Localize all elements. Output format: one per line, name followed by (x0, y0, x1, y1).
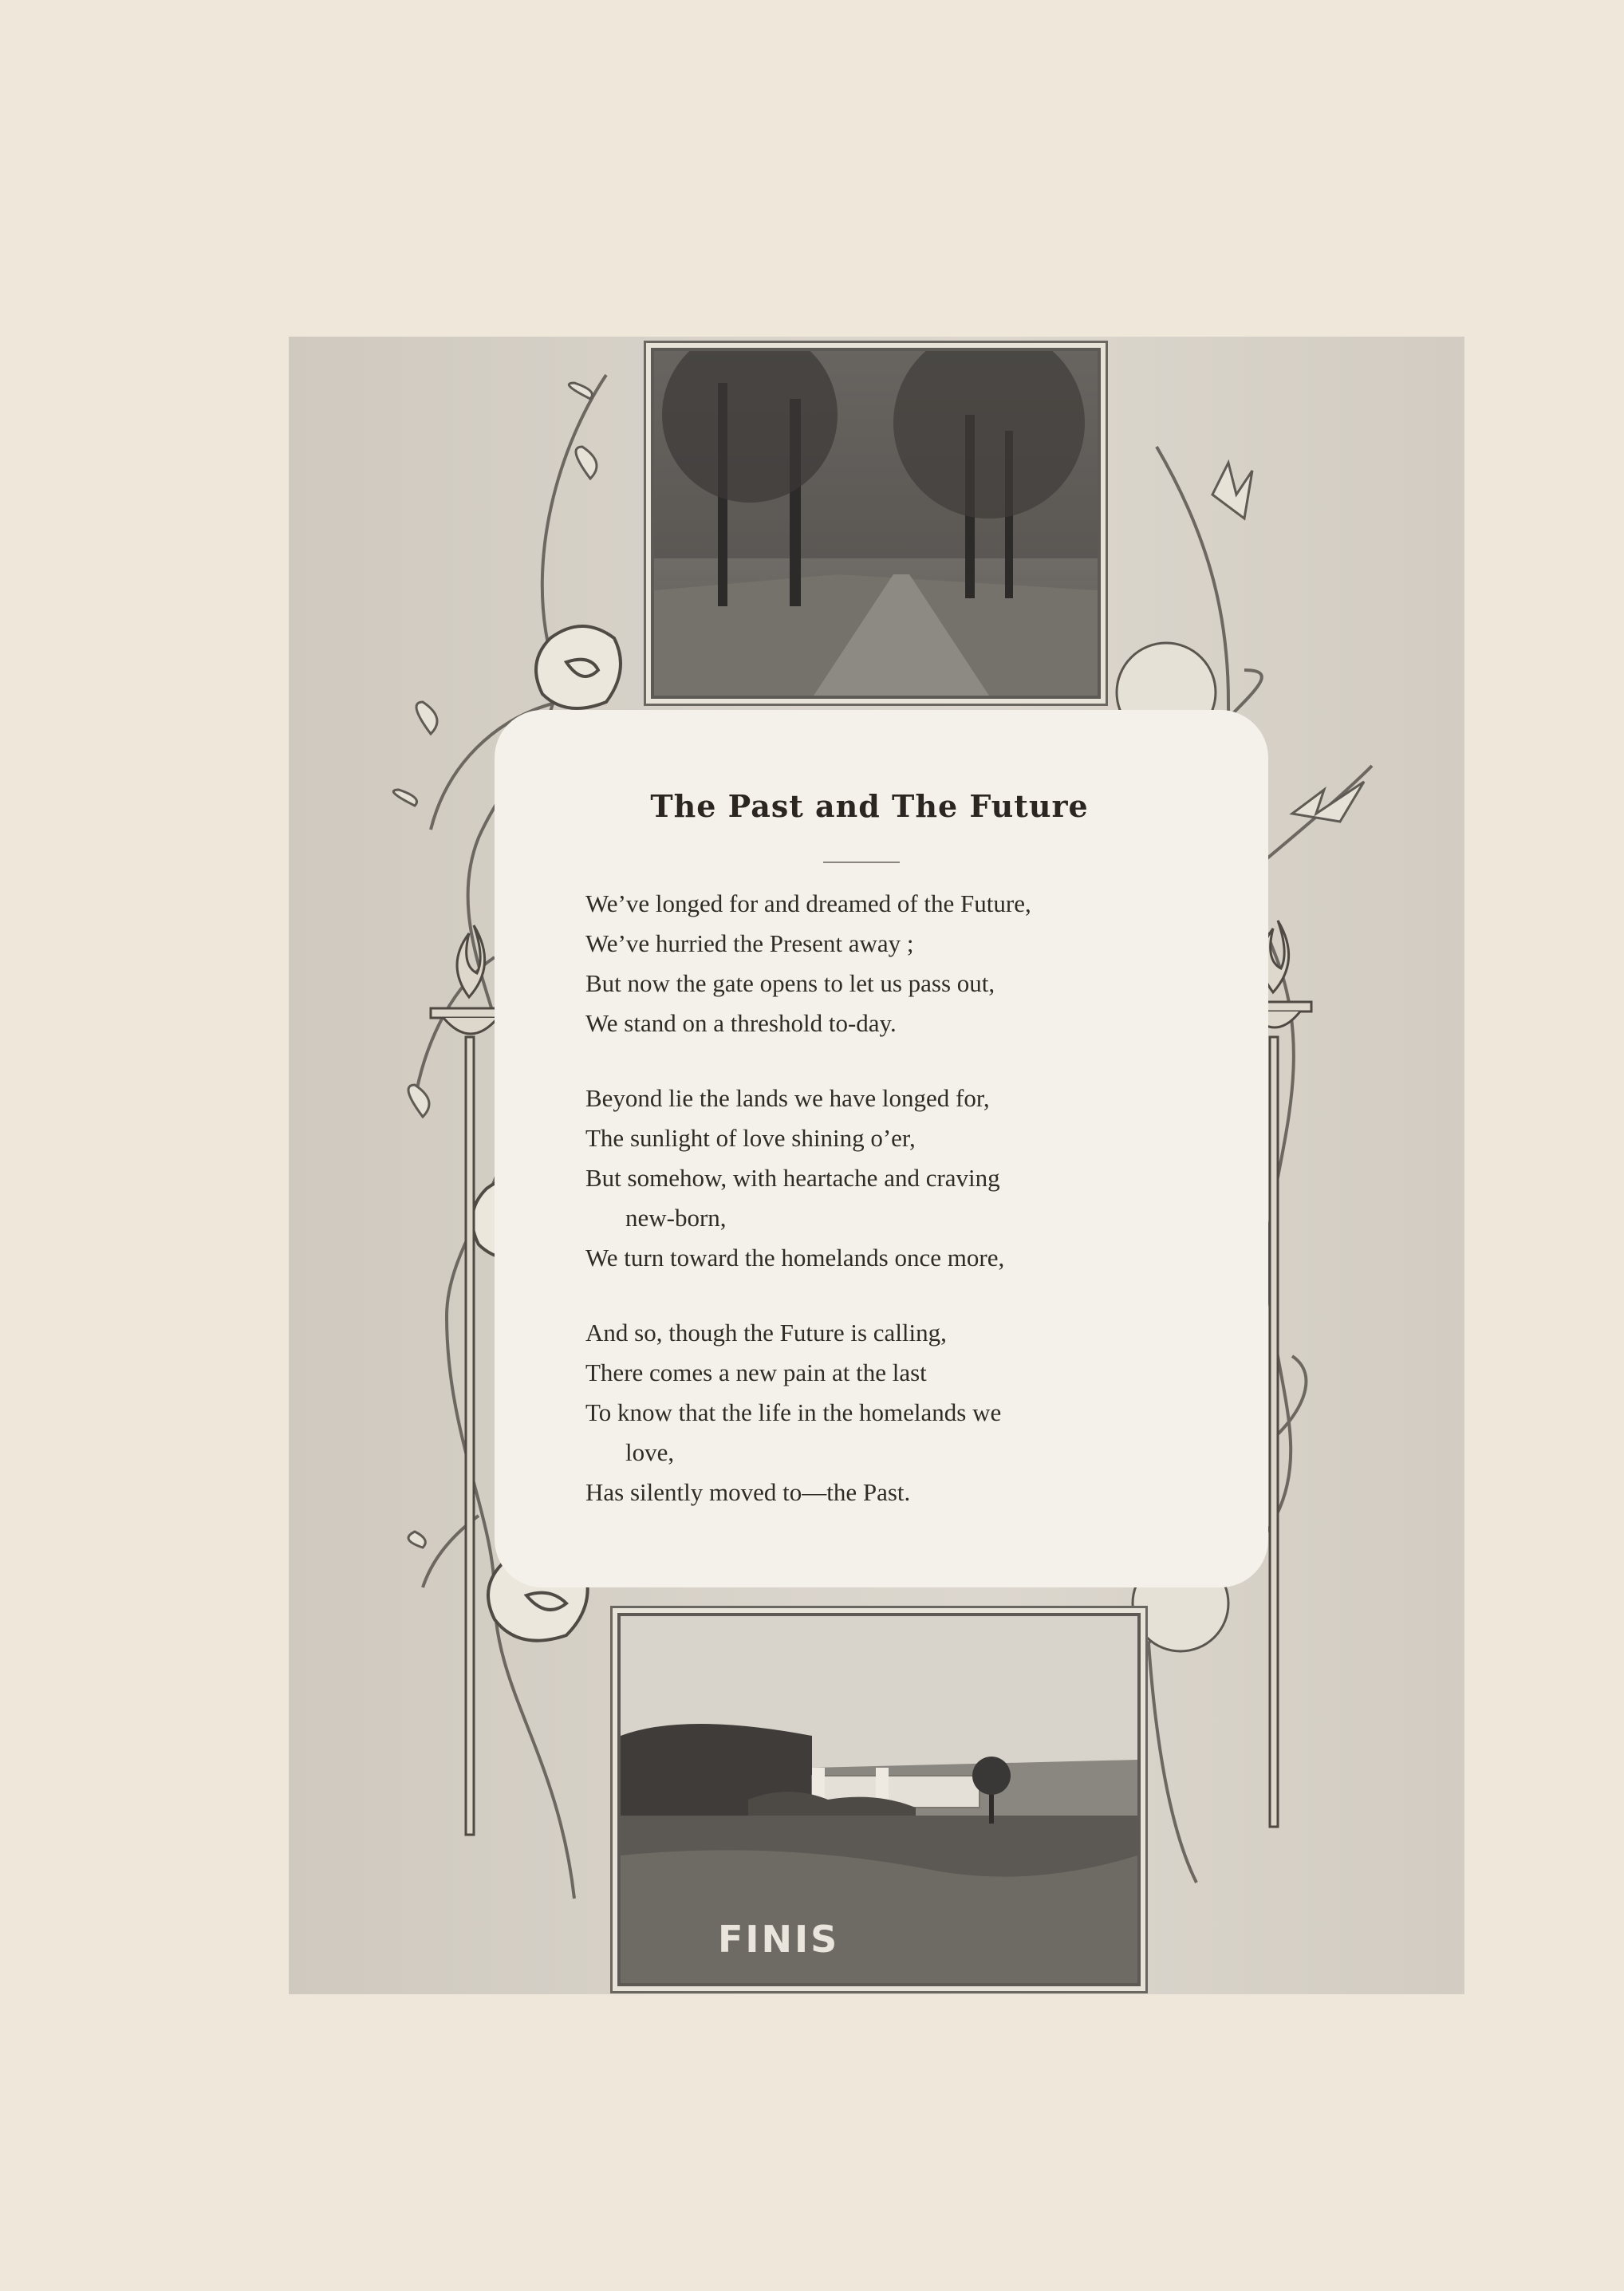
poem-line: But somehow, with heartache and craving (585, 1164, 1000, 1192)
stanza-3 (585, 1313, 1160, 1512)
poem-line: We turn toward the homelands once more, (585, 1244, 1005, 1272)
poem-line: We’ve hurried the Present away ; (585, 929, 914, 957)
poem-line: There comes a new pain at the last (585, 1358, 927, 1386)
stone-gate-field-photo (617, 1613, 1141, 1986)
poem-line: Has silently moved to—the Past. (585, 1478, 911, 1506)
stanza-1 (585, 884, 1160, 1043)
title-divider (823, 862, 900, 863)
poem-line: Beyond lie the lands we have longed for, (585, 1084, 990, 1112)
poem-line-continuation: new-born, (625, 1204, 727, 1232)
poem-line: And so, though the Future is calling, (585, 1319, 947, 1347)
poem-line: We’ve longed for and dreamed of the Future, (585, 889, 1031, 917)
stanza-2 (585, 1078, 1160, 1278)
woodland-road-photo (651, 348, 1101, 699)
poem-line-continuation: love, (625, 1438, 675, 1466)
finis-caption: FINIS (718, 1918, 840, 1961)
poem-line: To know that the life in the homelands we (585, 1398, 1002, 1426)
poem-title: The Past and The Future (650, 788, 1089, 824)
poem-line: But now the gate opens to let us pass out, (585, 969, 995, 997)
poem-line: The sunlight of love shining o’er, (585, 1124, 916, 1152)
poem-line: We stand on a threshold to-day. (585, 1009, 897, 1037)
